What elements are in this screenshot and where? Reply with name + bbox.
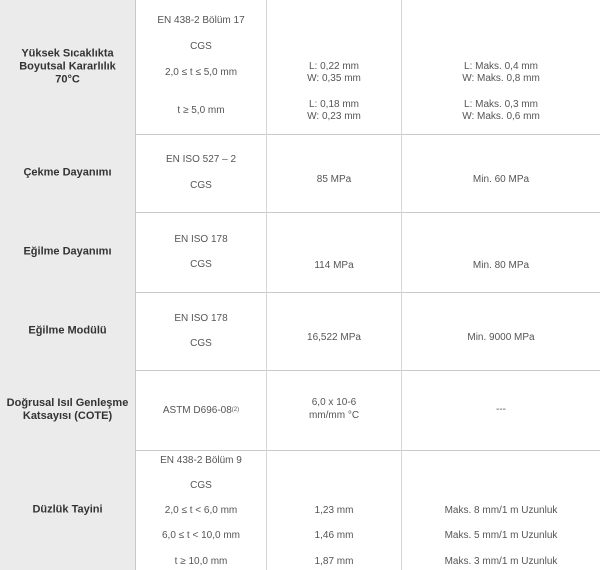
table-row: [0, 0, 600, 134]
requirement-line: W: Maks. 0,6 mm: [462, 111, 540, 122]
result-line: W: 0,23 mm: [307, 111, 361, 122]
result-cell: [267, 370, 402, 450]
method-line: CGS: [190, 41, 212, 52]
method-cell: [136, 0, 267, 134]
requirement-line: Min. 60 MPa: [472, 174, 530, 185]
method-line: 2,0 ≤ t < 6,0 mm: [164, 505, 238, 516]
property-cell: [0, 292, 136, 370]
method-line: EN ISO 178: [174, 234, 228, 245]
method-cell: [136, 450, 267, 570]
requirement-line: L: Maks. 0,3 mm: [464, 99, 538, 110]
method-line: EN 438-2 Bölüm 9: [160, 455, 242, 466]
property-label: Yüksek Sıcaklıkta Boyutsal Kararlılık 70°C: [19, 47, 116, 86]
requirement-line: Min. 80 MPa: [472, 260, 530, 271]
property-label: Doğrusal Isıl Genleşme Katsayısı (COTE): [6, 397, 129, 422]
result-line: L: 0,18 mm: [308, 99, 360, 110]
requirement-line: Maks. 5 mm/1 m Uzunluk: [444, 530, 558, 541]
requirement-cell: [402, 0, 600, 134]
method-line: 2,0 ≤ t ≤ 5,0 mm: [164, 67, 238, 78]
result-line: 1,46 mm: [314, 530, 354, 541]
requirement-cell: [402, 292, 600, 370]
requirement-line: Min. 9000 MPa: [467, 332, 535, 343]
method-line: CGS: [190, 259, 212, 270]
method-cell: [136, 370, 267, 450]
result-line: 114 MPa: [314, 260, 354, 271]
property-cell: [0, 212, 136, 292]
table-row: [0, 450, 600, 570]
requirement-line: Maks. 8 mm/1 m Uzunluk: [444, 505, 558, 516]
property-cell: [0, 450, 136, 570]
result-line: 1,23 mm: [314, 505, 354, 516]
result-line: 16,522 MPa: [307, 332, 361, 343]
method-line: CGS: [190, 480, 212, 491]
requirement-line: L: Maks. 0,4 mm: [464, 61, 538, 72]
requirement-line: W: Maks. 0,8 mm: [462, 73, 540, 84]
table-row: [0, 212, 600, 292]
method-line: 6,0 ≤ t < 10,0 mm: [161, 530, 241, 541]
requirement-cell: [402, 370, 600, 450]
result-cell: [267, 450, 402, 570]
property-label: Düzlük Tayini: [32, 503, 103, 516]
property-label: Çekme Dayanımı: [23, 166, 112, 179]
property-cell: [0, 370, 136, 450]
table-row: [0, 134, 600, 212]
table-row: [0, 292, 600, 370]
property-cell: [0, 0, 136, 134]
method-line: t ≥ 10,0 mm: [174, 556, 228, 567]
table-row: [0, 370, 600, 450]
result-cell: [267, 134, 402, 212]
result-cell: [267, 292, 402, 370]
method-line: t ≥ 5,0 mm: [177, 105, 225, 116]
method-line: CGS: [190, 180, 212, 191]
result-line: 1,87 mm: [314, 556, 354, 567]
result-cell: [267, 212, 402, 292]
footnote-marker: (2): [231, 407, 240, 413]
method-line: [136, 405, 266, 417]
method-line: EN ISO 178: [174, 313, 228, 324]
requirement-line: ---: [496, 404, 506, 415]
method-cell: [136, 134, 267, 212]
result-line: mm/mm °C: [308, 410, 360, 421]
method-line: CGS: [190, 338, 212, 349]
property-cell: [0, 134, 136, 212]
requirement-line: Maks. 3 mm/1 m Uzunluk: [444, 556, 558, 567]
result-line: L: 0,22 mm: [308, 61, 360, 72]
method-line: EN 438-2 Bölüm 17: [157, 15, 245, 26]
requirement-cell: [402, 450, 600, 570]
property-label: Eğilme Modülü: [28, 324, 107, 337]
method-cell: [136, 292, 267, 370]
method-line: EN ISO 527 – 2: [165, 154, 237, 165]
result-line: W: 0,35 mm: [307, 73, 361, 84]
method-cell: [136, 212, 267, 292]
result-line: 6,0 x 10-6: [311, 397, 357, 408]
method-text: ASTM D696-08: [162, 405, 232, 416]
result-cell: [267, 0, 402, 134]
requirement-cell: [402, 134, 600, 212]
result-line: 85 MPa: [316, 174, 352, 185]
requirement-cell: [402, 212, 600, 292]
property-label: Eğilme Dayanımı: [23, 245, 112, 258]
